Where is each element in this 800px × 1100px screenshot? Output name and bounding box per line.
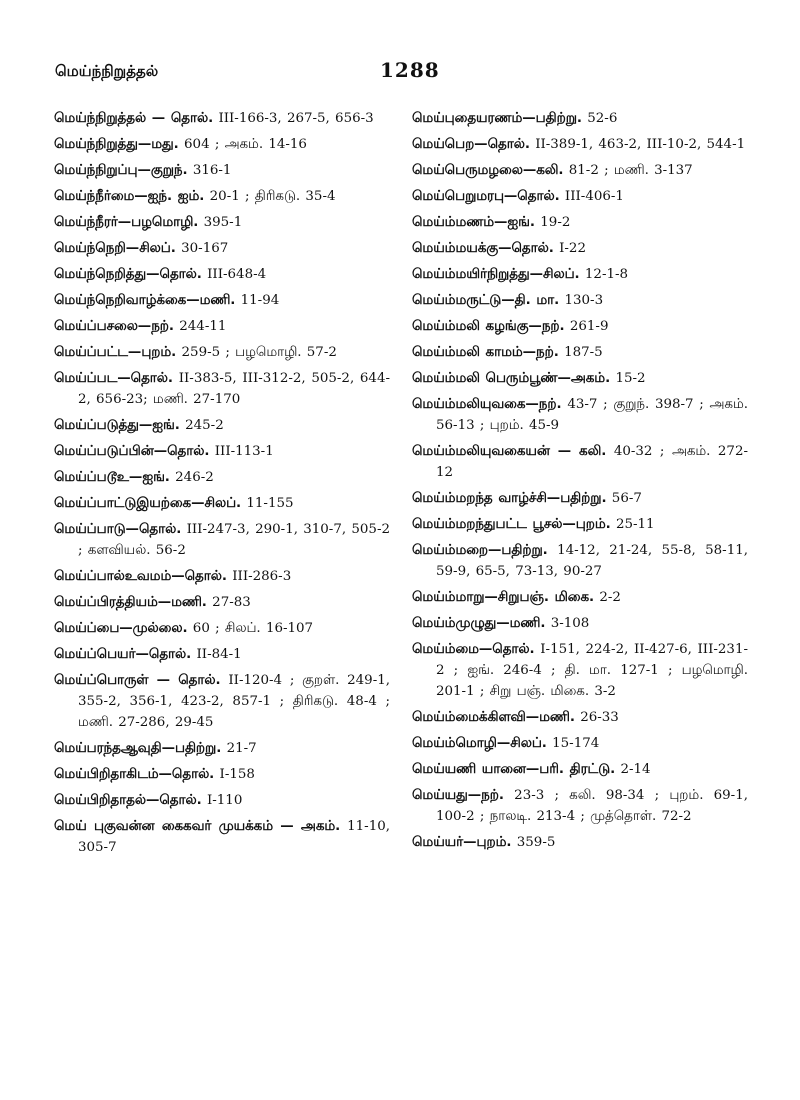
- entry-references: III-648-4: [207, 267, 267, 282]
- entry-headword: மெய்ப்பை—முல்லை.: [54, 621, 188, 636]
- index-entry: [412, 613, 748, 634]
- entry-headword: மெய்ம்மயிர்நிறுத்து—சிலப்.: [412, 267, 580, 282]
- entry-references: 23-3 ; கலி. 98-34 ; புறம். 69-1, 100-2 ; நாலடி. 213-4 ; முத்தொள். 72-2: [436, 788, 748, 824]
- entry-headword: மெய்ந்நீரர்—பழமொழி.: [54, 215, 199, 230]
- entry-headword: மெய்ப்பெயர்—தொல்.: [54, 647, 192, 662]
- entry-references: 244-11: [179, 319, 227, 334]
- index-entry: [54, 566, 390, 587]
- index-entry: [54, 415, 390, 436]
- index-entry: [412, 832, 748, 853]
- entry-headword: மெய்ம்முழுது—மணி.: [412, 616, 546, 631]
- entry-headword: மெய்ந்நெறித்து—தொல்.: [54, 267, 202, 282]
- index-entry: [412, 290, 748, 311]
- entry-references: II-84-1: [196, 647, 242, 662]
- entry-headword: மெய்ந்நிறுத்தல் — தொல்.: [54, 111, 214, 126]
- entry-headword: மெய்ந்நெறி—சிலப்.: [54, 241, 176, 256]
- entry-headword: மெய்ந்நீர்மை—ஐந். ஐம்.: [54, 189, 205, 204]
- entry-references: 25-11: [615, 517, 655, 532]
- entry-references: III-247-3, 290-1, 310-7, 505-2 ; களவியல். 56-2: [78, 522, 390, 558]
- index-entry: [54, 644, 390, 665]
- entry-headword: மெய்ந்நிறுப்பு—குறுந்.: [54, 163, 188, 178]
- index-entry: [412, 212, 748, 233]
- entry-references: I-151, 224-2, II-427-6, III-231-2 ; ஐங். 246-4 ; தி. மா. 127-1 ; பழமொழி. 201-1 ; சிறு பஞ். மிகை. 3-2: [436, 642, 748, 699]
- index-entry: [54, 368, 390, 410]
- entry-headword: மெய்ந்நிறுத்து—மது.: [54, 137, 179, 152]
- entry-references: III-286-3: [232, 569, 292, 584]
- entry-references: 130-3: [564, 293, 604, 308]
- entry-references: 2-2: [599, 590, 621, 605]
- index-entry: [412, 394, 748, 436]
- entry-references: 12-1-8: [584, 267, 629, 282]
- entry-references: 11-155: [246, 496, 294, 511]
- entry-references: III-166-3, 267-5, 656-3: [218, 111, 374, 126]
- index-entry: [412, 587, 748, 608]
- entry-headword: மெய்பிறிதாகிடம்—தொல்.: [54, 767, 215, 782]
- entry-headword: மெய்யணி யானை—பரி. திரட்டு.: [412, 762, 616, 777]
- entry-headword: மெய்ப்பட—தொல்.: [54, 371, 173, 386]
- left-column: [54, 108, 390, 863]
- entry-references: 30-167: [181, 241, 229, 256]
- index-entry: [412, 186, 748, 207]
- entry-headword: மெய்ம்மலியுவகையன் — கலி.: [412, 444, 607, 459]
- index-entry: [412, 342, 748, 363]
- index-entry: [412, 368, 748, 389]
- entry-headword: மெய்ம்மலி பெரும்பூண்—அகம்.: [412, 371, 611, 386]
- entry-headword: மெய்ப்பாட்டுஇயற்கை—சிலப்.: [54, 496, 242, 511]
- index-entry: [412, 316, 748, 337]
- index-entry: [54, 264, 390, 285]
- index-entry: [412, 134, 748, 155]
- entry-headword: மெய்பெற—தொல்.: [412, 137, 530, 152]
- entry-headword: மெய்ப்படுத்து—ஐங்.: [54, 418, 180, 433]
- index-entry: [54, 592, 390, 613]
- index-entry: [412, 108, 748, 129]
- entry-references: 246-2: [175, 470, 214, 485]
- entry-references: II-120-4 ; குறள். 249-1, 355-2, 356-1, 423-2, 857-1 ; திரிகடு. 48-4 ; மணி. 27-286, 29-45: [78, 673, 390, 730]
- entry-references: III-406-1: [564, 189, 624, 204]
- index-entry: [54, 816, 390, 858]
- entry-headword: மெய்பெறுமரபு—தொல்.: [412, 189, 560, 204]
- index-entry: [412, 488, 748, 509]
- entry-references: 40-32 ; அகம். 272-12: [436, 444, 748, 480]
- entry-references: 604 ; அகம். 14-16: [184, 137, 307, 152]
- entry-references: 395-1: [203, 215, 243, 230]
- entry-references: 43-7 ; குறுந். 398-7 ; அகம். 56-13 ; புறம். 45-9: [436, 397, 748, 433]
- entry-references: 187-5: [564, 345, 603, 360]
- entry-references: 3-108: [550, 616, 590, 631]
- entry-headword: மெய்பெருமழலை—கலி.: [412, 163, 564, 178]
- index-entry: [54, 493, 390, 514]
- index-entry: [54, 790, 390, 811]
- index-entry: [412, 514, 748, 535]
- entry-headword: மெய்பரந்தஆவுதி—பதிற்று.: [54, 741, 222, 756]
- index-entry: [54, 670, 390, 733]
- index-entry: [54, 467, 390, 488]
- entry-references: 11-10, 305-7: [78, 819, 390, 855]
- entry-headword: மெய்ப்பாடு—தொல்.: [54, 522, 182, 537]
- entry-references: 261-9: [569, 319, 609, 334]
- entry-references: III-113-1: [214, 444, 274, 459]
- entry-references: 56-7: [611, 491, 642, 506]
- entry-headword: மெய் புகுவன்ன கைகவர் முயக்கம் — அகம்.: [54, 819, 341, 834]
- entry-headword: மெய்ம்மலியுவகை—நற்.: [412, 397, 562, 412]
- entry-references: I-110: [206, 793, 243, 808]
- entry-headword: மெய்யர்—புறம்.: [412, 835, 512, 850]
- entry-headword: மெய்ந்நெறிவாழ்க்கை—மணி.: [54, 293, 236, 308]
- entry-references: 11-94: [240, 293, 280, 308]
- entry-headword: மெய்பிறிதாதல்—தொல்.: [54, 793, 202, 808]
- entry-headword: மெய்ப்பசலை—நற்.: [54, 319, 174, 334]
- entry-references: 2-14: [620, 762, 651, 777]
- entry-references: 52-6: [587, 111, 618, 126]
- entry-headword: மெய்புதையரணம்—பதிற்று.: [412, 111, 582, 126]
- entry-headword: மெய்ப்பால்உவமம்—தொல்.: [54, 569, 227, 584]
- index-entry: [54, 316, 390, 337]
- entry-headword: மெய்ப்படூஉ—ஐங்.: [54, 470, 170, 485]
- index-entry: [412, 639, 748, 702]
- entry-references: 21-7: [226, 741, 257, 756]
- entry-references: 359-5: [516, 835, 556, 850]
- running-head: மெய்ந்நிறுத்தல்: [55, 62, 159, 80]
- index-entry: [54, 441, 390, 462]
- index-entry: [412, 441, 748, 483]
- entry-references: 81-2 ; மணி. 3-137: [568, 163, 693, 178]
- entry-headword: மெய்ம்மயக்கு—தொல்.: [412, 241, 554, 256]
- index-entry: [54, 238, 390, 259]
- page-number: 1288: [380, 58, 440, 82]
- index-entry: [54, 160, 390, 181]
- right-column: [412, 108, 748, 858]
- index-entry: [54, 618, 390, 639]
- entry-headword: மெய்ம்மணம்—ஐங்.: [412, 215, 536, 230]
- entry-headword: மெய்ம்மை—தொல்.: [412, 642, 535, 657]
- index-entry: [412, 264, 748, 285]
- index-entry: [412, 733, 748, 754]
- index-entry: [54, 212, 390, 233]
- index-entry: [54, 519, 390, 561]
- entry-references: II-383-5, III-312-2, 505-2, 644-2, 656-23; மணி. 27-170: [78, 371, 390, 407]
- index-entry: [412, 707, 748, 728]
- entry-headword: மெய்ம்மறை—பதிற்று.: [412, 543, 548, 558]
- entry-references: 20-1 ; திரிகடு. 35-4: [209, 189, 336, 204]
- entry-headword: மெய்ம்மலி கழங்கு—நற்.: [412, 319, 565, 334]
- entry-references: 259-5 ; பழமொழி. 57-2: [181, 345, 337, 360]
- entry-headword: மெய்ம்மருட்டு—தி. மா.: [412, 293, 560, 308]
- entry-references: 316-1: [192, 163, 232, 178]
- index-entry: [412, 759, 748, 780]
- entry-references: II-389-1, 463-2, III-10-2, 544-1: [535, 137, 746, 152]
- entry-headword: மெய்ம்மைக்கிளவி—மணி.: [412, 710, 575, 725]
- index-entry: [54, 738, 390, 759]
- entry-headword: மெய்ம்மொழி—சிலப்.: [412, 736, 547, 751]
- entry-headword: மெய்யது—நற்.: [412, 788, 504, 803]
- index-entry: [54, 764, 390, 785]
- entry-headword: மெய்ம்மறந்துபட்ட பூசல்—புறம்.: [412, 517, 611, 532]
- entry-references: 19-2: [540, 215, 571, 230]
- index-entry: [412, 540, 748, 582]
- entry-references: 26-33: [580, 710, 619, 725]
- page-header: [55, 58, 755, 92]
- entry-references: 245-2: [185, 418, 224, 433]
- entry-headword: மெய்ப்படுப்பின்—தொல்.: [54, 444, 210, 459]
- index-entry: [412, 785, 748, 827]
- entry-references: I-22: [559, 241, 586, 256]
- index-entry: [412, 238, 748, 259]
- index-entry: [54, 290, 390, 311]
- entry-headword: மெய்ம்மாறு—சிறுபஞ். மிகை.: [412, 590, 595, 605]
- entry-references: 60 ; சிலப். 16-107: [192, 621, 314, 636]
- index-entry: [54, 186, 390, 207]
- entry-references: 14-12, 21-24, 55-8, 58-11, 59-9, 65-5, 73-13, 90-27: [436, 543, 749, 579]
- index-entry: [412, 160, 748, 181]
- index-entry: [54, 342, 390, 363]
- entry-references: 15-174: [552, 736, 600, 751]
- entry-references: I-158: [219, 767, 255, 782]
- index-entry: [54, 134, 390, 155]
- entry-headword: மெய்ம்மறந்த வாழ்ச்சி—பதிற்று.: [412, 491, 607, 506]
- entry-headword: மெய்ம்மலி காமம்—நற்.: [412, 345, 559, 360]
- entry-references: 27-83: [212, 595, 251, 610]
- entry-headword: மெய்ப்பட்ட—புறம்.: [54, 345, 177, 360]
- entry-references: 15-2: [615, 371, 646, 386]
- index-entry: [54, 108, 390, 129]
- entry-headword: மெய்ப்பொருள் — தொல்.: [54, 673, 221, 688]
- entry-headword: மெய்ப்பிரத்தியம்—மணி.: [54, 595, 207, 610]
